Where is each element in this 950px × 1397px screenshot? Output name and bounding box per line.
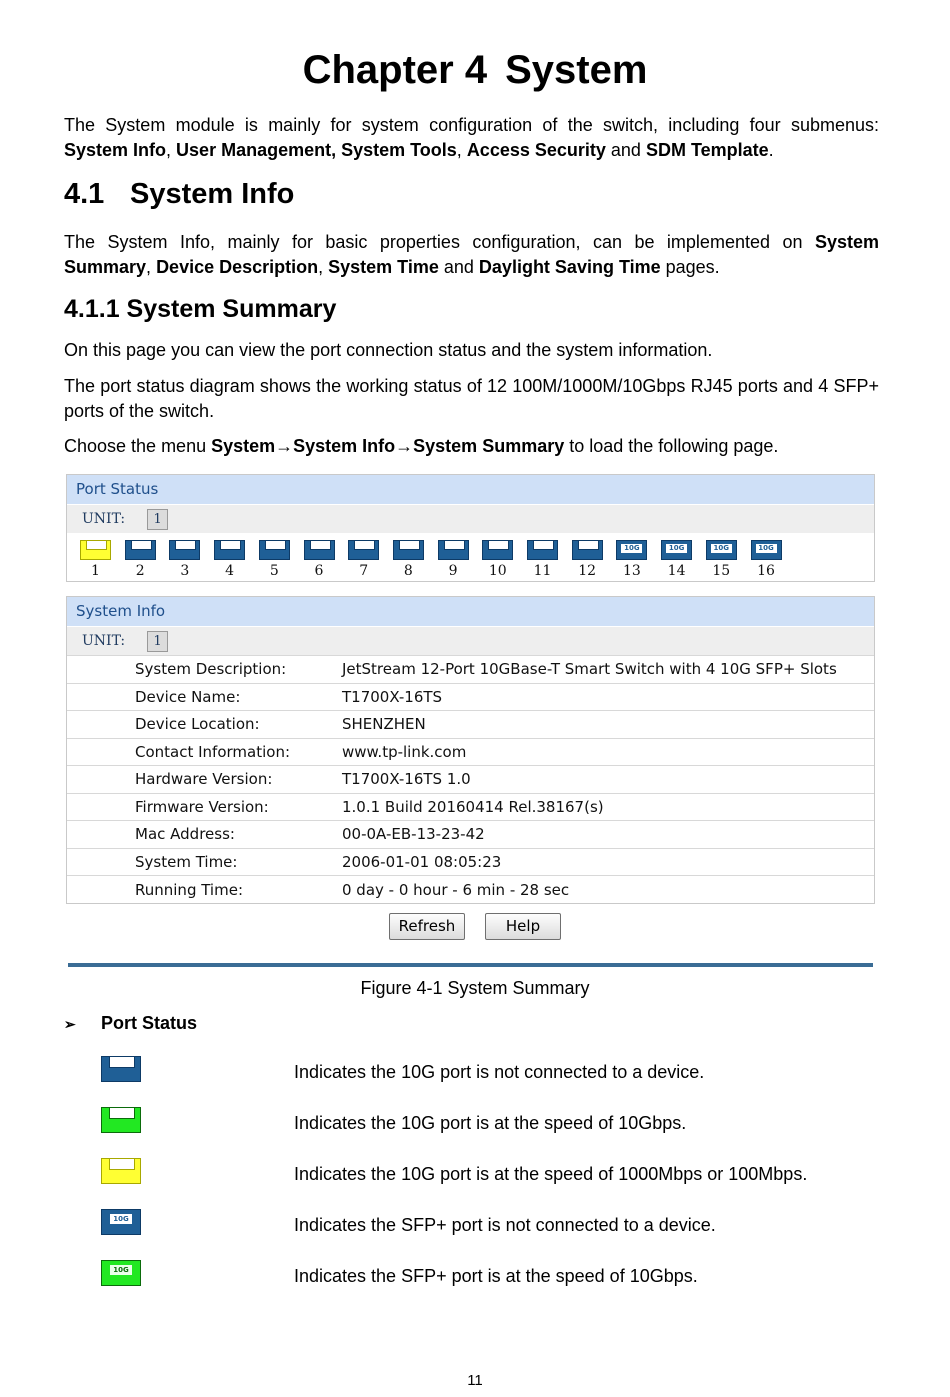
port-status-panel (66, 474, 875, 582)
port-tag: 10G (621, 544, 642, 553)
paragraph-menu-path: Choose the menu System→System Info→System Summary to load the following page. (64, 436, 779, 456)
port-number: 12 (578, 563, 597, 579)
port-tag: 10G (756, 544, 777, 553)
rj45-port-icon (527, 540, 558, 560)
legend-item (101, 1260, 901, 1290)
info-value: T1700X-16TS (342, 683, 874, 711)
rj45-port-icon (438, 540, 469, 560)
rj45-port-icon (348, 540, 379, 560)
table-row (67, 821, 874, 849)
legend-item (101, 1056, 901, 1086)
rj45-port-icon (482, 540, 513, 560)
table-row (67, 766, 874, 794)
unit-label: UNIT: (82, 633, 126, 649)
port-number: 2 (135, 563, 145, 579)
port-9[interactable] (438, 540, 469, 579)
port-number: 8 (403, 563, 413, 579)
port-status-bullet: ➢ Port Status (64, 1013, 198, 1033)
legend-description: Indicates the SFP+ port is not connected to a device. (294, 1215, 716, 1235)
port-number: 6 (314, 563, 324, 579)
port-number: 16 (757, 563, 775, 579)
legend-item (101, 1158, 901, 1188)
intro-paragraph: The System module is mainly for system configuration of the switch, including four submenus: System Info, User Management, System Tools, Access Security and SDM Template. (64, 115, 879, 160)
paragraph-view: On this page you can view the port connection status and the system information. (64, 340, 713, 360)
legend-description: Indicates the 10G port is at the speed of 1000Mbps or 100Mbps. (294, 1164, 808, 1184)
port-number: 10 (488, 563, 507, 579)
legend-item (101, 1209, 901, 1239)
port-number: 5 (269, 563, 279, 579)
port-10[interactable] (482, 540, 513, 579)
port-number: 15 (712, 563, 731, 579)
rj45-port-icon (572, 540, 603, 560)
system-info-panel (66, 596, 875, 904)
info-value: www.tp-link.com (342, 738, 874, 766)
rj45-port-icon (169, 540, 200, 560)
port-tag: 10G (711, 544, 732, 553)
refresh-button[interactable]: Refresh (389, 913, 465, 940)
port-3[interactable] (169, 540, 200, 579)
info-value: 0 day - 0 hour - 6 min - 28 sec (342, 876, 874, 904)
info-key: Running Time: (67, 876, 342, 904)
info-key: Firmware Version: (67, 793, 342, 821)
unit-selector[interactable]: 1 (147, 509, 168, 530)
port-1[interactable] (80, 540, 111, 579)
port-status-unit-row (67, 504, 874, 533)
port-status-header: Port Status (67, 475, 874, 504)
rj45-port-yellow-icon (101, 1158, 141, 1184)
port-15[interactable] (706, 540, 737, 579)
sfp-port-blue-icon (101, 1209, 141, 1235)
port-6[interactable] (304, 540, 335, 579)
port-grid (67, 533, 874, 581)
paragraph-port-diagram: The port status diagram shows the working status of 12 100M/1000M/10Gbps RJ45 ports and 4 SFP+ ports of the switch. (64, 376, 879, 421)
rj45-port-icon (393, 540, 424, 560)
port-tag: 10G (666, 544, 687, 553)
button-bar (0, 913, 950, 940)
port-number: 1 (91, 563, 100, 579)
rj45-port-icon (304, 540, 335, 560)
sfp-port-icon (616, 540, 647, 560)
system-info-unit-row (67, 626, 874, 655)
legend-item (101, 1107, 901, 1137)
port-8[interactable] (393, 540, 424, 579)
sfp-port-icon (661, 540, 692, 560)
port-number: 7 (359, 563, 369, 579)
info-key: Device Location: (67, 711, 342, 739)
unit-selector[interactable]: 1 (147, 631, 168, 652)
port-12[interactable] (572, 540, 603, 579)
info-value: 1.0.1 Build 20160414 Rel.38167(s) (342, 793, 874, 821)
port-14[interactable] (661, 540, 692, 579)
info-value: 00-0A-EB-13-23-42 (342, 821, 874, 849)
table-row (67, 711, 874, 739)
figure-caption: Figure 4-1 System Summary (360, 978, 590, 998)
port-16[interactable] (751, 540, 782, 579)
info-value: SHENZHEN (342, 711, 874, 739)
legend-description: Indicates the 10G port is at the speed of 10Gbps. (294, 1113, 687, 1133)
chapter-title: Chapter 4 System (302, 48, 648, 92)
table-row (67, 738, 874, 766)
port-11[interactable] (527, 540, 558, 579)
rj45-port-icon (125, 540, 156, 560)
legend-description: Indicates the 10G port is not connected to a device. (294, 1062, 705, 1082)
port-number: 14 (667, 563, 686, 579)
port-number: 13 (622, 563, 641, 579)
info-key: System Time: (67, 848, 342, 876)
port-2[interactable] (125, 540, 156, 579)
page-number: 11 (467, 1372, 483, 1389)
port-tag: 10G (110, 1265, 132, 1275)
table-row (67, 656, 874, 684)
system-info-table (67, 655, 874, 903)
info-key: Hardware Version: (67, 766, 342, 794)
info-key: Mac Address: (67, 821, 342, 849)
port-13[interactable] (616, 540, 647, 579)
legend-description: Indicates the SFP+ port is at the speed of 10Gbps. (294, 1266, 698, 1286)
section-heading: 4.1 System Info (64, 178, 295, 210)
table-row (67, 876, 874, 904)
bullet-arrow-icon: ➢ (64, 1016, 76, 1032)
sfp-port-icon (706, 540, 737, 560)
port-7[interactable] (348, 540, 379, 579)
sfp-port-icon (751, 540, 782, 560)
table-row (67, 793, 874, 821)
section-paragraph: The System Info, mainly for basic properties configuration, can be implemented on System Summary, Device Description, System Time and Daylight Saving Time pages. (64, 232, 879, 277)
port-tag: 10G (110, 1214, 132, 1224)
system-info-header: System Info (67, 597, 874, 626)
port-4[interactable] (214, 540, 245, 579)
rj45-port-green-icon (101, 1107, 141, 1133)
unit-label: UNIT: (82, 511, 126, 527)
port-number: 11 (533, 563, 552, 579)
figure-divider (68, 963, 873, 967)
port-number: 3 (180, 563, 190, 579)
port-number: 4 (225, 563, 235, 579)
info-key: Device Name: (67, 683, 342, 711)
info-key: System Description: (67, 656, 342, 684)
port-5[interactable] (259, 540, 290, 579)
port-number: 9 (448, 563, 458, 579)
info-key: Contact Information: (67, 738, 342, 766)
help-button[interactable]: Help (485, 913, 561, 940)
rj45-port-icon (214, 540, 245, 560)
rj45-port-blue-icon (101, 1056, 141, 1082)
table-row (67, 683, 874, 711)
table-row (67, 848, 874, 876)
sfp-port-green-icon (101, 1260, 141, 1286)
rj45-port-icon (80, 540, 111, 560)
subsection-heading: 4.1.1 System Summary (64, 295, 337, 323)
info-value: T1700X-16TS 1.0 (342, 766, 874, 794)
info-value: 2006-01-01 08:05:23 (342, 848, 874, 876)
info-value: JetStream 12-Port 10GBase-T Smart Switch with 4 10G SFP+ Slots (342, 656, 874, 684)
rj45-port-icon (259, 540, 290, 560)
